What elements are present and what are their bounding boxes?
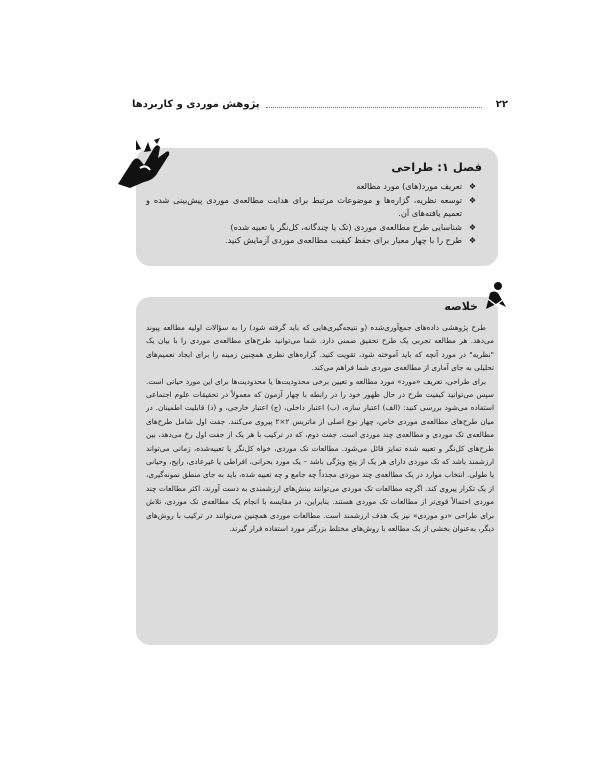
- objective-item: ❖ توسعه نظریه، گزاره‌ها و موضوعات مرتبط برای هدایت مطالعه‌ی موردی پیش‌بینی شده و تعمیم یافته‌های آن.: [146, 194, 476, 221]
- page-number: ۲۲: [495, 98, 508, 110]
- chapter-objectives-title: فصل ۱: طراحی: [391, 160, 482, 174]
- objective-item: ❖ تعریف مورد(های) مورد مطالعه: [146, 180, 476, 194]
- header-dotted-leader: [266, 107, 482, 108]
- page-header: [132, 97, 508, 111]
- running-title: پژوهش موردی و کاربردها: [132, 98, 260, 110]
- summary-title: خلاصه: [444, 300, 478, 313]
- objective-item: ❖ شناسایی طرح مطالعه‌ی موردی (تک یا چندگانه، کل‌نگر یا تعبیه شده): [146, 221, 476, 235]
- summary-paragraph: برای طراحی، تعریف «مورد» مورد مطالعه و تعیین برخی محدودیت‌ها یا محدودیت‌ها برای این مورد حیاتی است. سپس می‌توانید کیفیت طرح در حال ظهور خود را در رابطه با چهار آزمون که معمولاً در تحقیقات علوم اجتماعی استفاده می‌شود بررسی کنید: (الف) اعتبار سازه، (ب) اعتبار داخلی، (ج) اعتبار خارجی، و (د) قابلیت اطمینان. در میان طرح‌های مطالعه‌ی موردی خاص، چهار نوع اصلی از ماتریس ۲×۲ پیروی می‌کنند. جفت اول شامل طرح‌های مطالعه‌ی تک موردی و مطالعه‌ی چند موردی است. جفت دوم، که در ترکیب با هر یک از جفت اول رخ می‌دهد، بین طرح‌های کل‌نگر و تعبیه شده تمایز قائل می‌شود. مطالعات تک موردی، خواه کل‌نگر یا تعبیه‌شده، زمانی می‌تواند ارزشمند باشد که تک موردی دارای هر یک از پنج ویژگی باشد – یک مورد بحرانی، افراطی یا غیرعادی، رایج، وحیانی یا طولی. انتخاب موارد در یک مطالعه‌ی چند موردی مجدداً چه جامع و چه تعبیه شده، باید به جای منطق نمونه‌گیری، از یک تکرار پیروی کند. اگرچه مطالعات تک موردی می‌توانند بینش‌های ارزشمندی به دست آورند، اکثر مطالعات چند موردی احتمالاً قوی‌تر از مطالعات تک موردی هستند. بنابراین، در مقایسه با انجام یک مطالعه‌ی تک موردی، تلاش برای طراحی «دو موردی» نیز یک هدف ارزشمند است. مطالعات موردی همچنین می‌توانند در ترکیب با روش‌های دیگر، به‌عنوان بخشی از یک مطالعه با روش‌های مختلط بزرگتر مورد استفاده قرار گیرند.: [146, 376, 495, 534]
- objective-item: ❖ طرح را با چهار معیار برای حفظ کیفیت مطالعه‌ی موردی آزمایش کنید.: [146, 234, 476, 248]
- summary-paragraph: طرح پژوهشی داده‌های جمع‌آوری‌شده (و نتیجه‌گیری‌هایی که باید گرفته شود) را به سؤالات اولیه مطالعه پیوند می‌دهد. هر مطالعه تجربی یک طرح تحقیق ضمنی دارد. شما می‌توانید طرح‌های مطالعه‌ی موردی را با بیان یک "نظریه" در مورد آنچه که باید آموخته شود، تقویت کنید. گزاره‌های نظری همچنین زمینه را برای ایجاد تعمیم‌های تحلیلی به جای آماری از مطالعه‌ی موردی شما فراهم می‌کند.: [146, 323, 494, 373]
- reader-with-book-icon: [484, 281, 508, 311]
- summary-body: [146, 321, 494, 536]
- objectives-list: [146, 180, 476, 248]
